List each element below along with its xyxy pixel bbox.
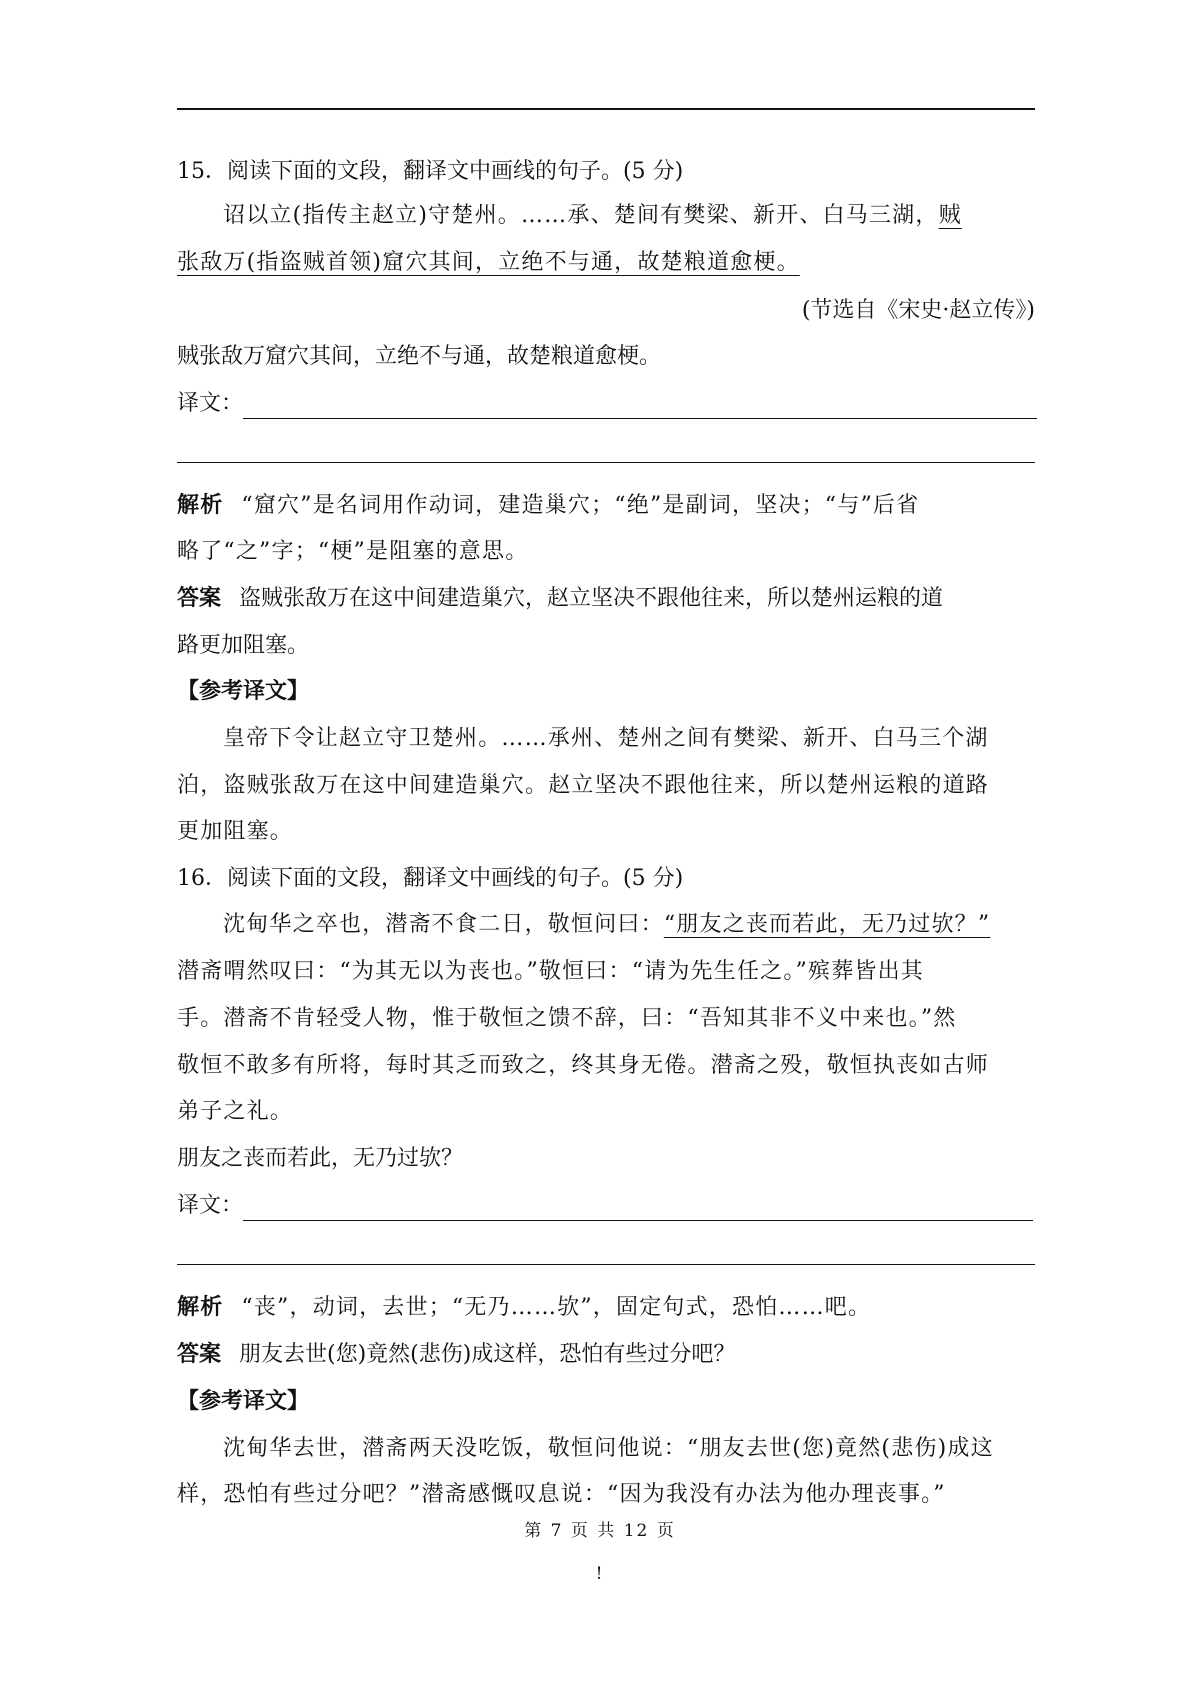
q16-passage-line-3: 手。潜斋不肯轻受人物，惟于敬恒之馈不辞，曰：“吾知其非不义中来也。”然	[177, 1006, 957, 1031]
q15-passage-text: 诏以立(指传主赵立)守楚州。……承、楚间有樊梁、新开、白马三湖，	[223, 203, 939, 228]
q16-underlined-sentence: “朋友之丧而若此，无乃过欤？”	[663, 912, 991, 937]
q15-answer-label: 答案	[177, 586, 222, 611]
q15-reference-heading: 【参考译文】	[177, 679, 310, 704]
q16-passage-line-2: 潜斋喟然叹曰：“为其无以为丧也。”敬恒曰：“请为先生任之。”殡葬皆出其	[177, 959, 924, 984]
q15-analysis-text: “窟穴”是名词用作动词，建造巢穴；“绝”是副词，坚决；“与”后省	[241, 493, 920, 518]
q15-reference-line-3: 更加阻塞。	[177, 819, 294, 844]
q16-passage-text: 沈甸华之卒也，潜斋不食二日，敬恒问曰：	[223, 912, 664, 937]
q15-answer-line-2: 路更加阻塞。	[177, 633, 310, 658]
q15-passage-line-2	[177, 248, 1035, 278]
q16-passage-line-4: 敬恒不敢多有所将，每时其乏而致之，终其身无倦。潜斋之殁，敬恒执丧如古师	[177, 1053, 990, 1078]
q15-answer-line-1	[177, 584, 1035, 614]
header-rule	[177, 108, 1035, 110]
q16-answer-label: 答案	[177, 1342, 222, 1367]
q16-reference-heading: 【参考译文】	[177, 1389, 310, 1414]
q15-underlined-sentence: 张敌万(指盗贼首领)窟穴其间，立绝不与通，故楚粮道愈梗。	[177, 250, 800, 275]
q15-answer-text: 盗贼张敌万在这中间建造巢穴，赵立坚决不跟他往来，所以楚州运粮的道	[239, 586, 944, 611]
q15-source: (节选自《宋史·赵立传》)	[801, 298, 1035, 323]
q15-reference-line-1: 皇帝下令让赵立守卫楚州。……承州、楚州之间有樊梁、新开、白马三个湖	[223, 726, 989, 751]
q15-title: 15．阅读下面的文段，翻译文中画线的句子。(5 分)	[177, 159, 684, 184]
q15-passage-line-1	[177, 201, 1035, 231]
q15-translation-blank-2[interactable]	[177, 462, 1035, 463]
q15-translation-row	[177, 389, 1035, 419]
q16-translation-row	[177, 1191, 1035, 1221]
q15-reference-line-2: 泊，盗贼张敌万在这中间建造巢穴。赵立坚决不跟他往来，所以楚州运粮的道路	[177, 773, 990, 798]
q15-analysis-line-1	[177, 491, 1035, 521]
q15-analysis-line-2: 略了“之”字；“梗”是阻塞的意思。	[177, 539, 529, 564]
q15-sentence: 贼张敌万窟穴其间，立绝不与通，故楚粮道愈梗。	[177, 344, 662, 369]
q16-reference-line-2: 样，恐怕有些过分吧？”潜斋感慨叹息说：“因为我没有办法为他办理丧事。”	[177, 1482, 946, 1507]
q16-answer-line-1	[177, 1340, 1035, 1370]
q15-analysis-label: 解析	[177, 493, 224, 518]
q15-translation-blank[interactable]	[243, 396, 1037, 419]
q16-title: 16．阅读下面的文段，翻译文中画线的句子。(5 分)	[177, 866, 684, 891]
q16-analysis-text: “丧”，动词，去世；“无乃……欤”，固定句式，恐怕……吧。	[241, 1295, 872, 1320]
q15-underlined-start: 贼	[938, 203, 962, 228]
q16-passage-line-1	[177, 910, 1035, 940]
q16-translation-label: 译文：	[177, 1193, 244, 1218]
q16-analysis-line-1	[177, 1293, 1035, 1323]
page-number: 第 7 页 共 12 页	[524, 1521, 676, 1541]
q16-sentence: 朋友之丧而若此，无乃过欤？	[177, 1146, 464, 1171]
q15-translation-label: 译文：	[177, 391, 244, 416]
footer-mark: !	[595, 1564, 605, 1584]
q16-reference-line-1: 沈甸华去世，潜斋两天没吃饭，敬恒问他说：“朋友去世(您)竟然(悲伤)成这	[223, 1436, 994, 1461]
q16-passage-line-5: 弟子之礼。	[177, 1099, 294, 1124]
q16-analysis-label: 解析	[177, 1295, 224, 1320]
q16-translation-blank[interactable]	[243, 1198, 1033, 1221]
q16-translation-blank-2[interactable]	[177, 1264, 1035, 1265]
q16-answer-text: 朋友去世(您)竟然(悲伤)成这样，恐怕有些过分吧？	[239, 1342, 736, 1367]
